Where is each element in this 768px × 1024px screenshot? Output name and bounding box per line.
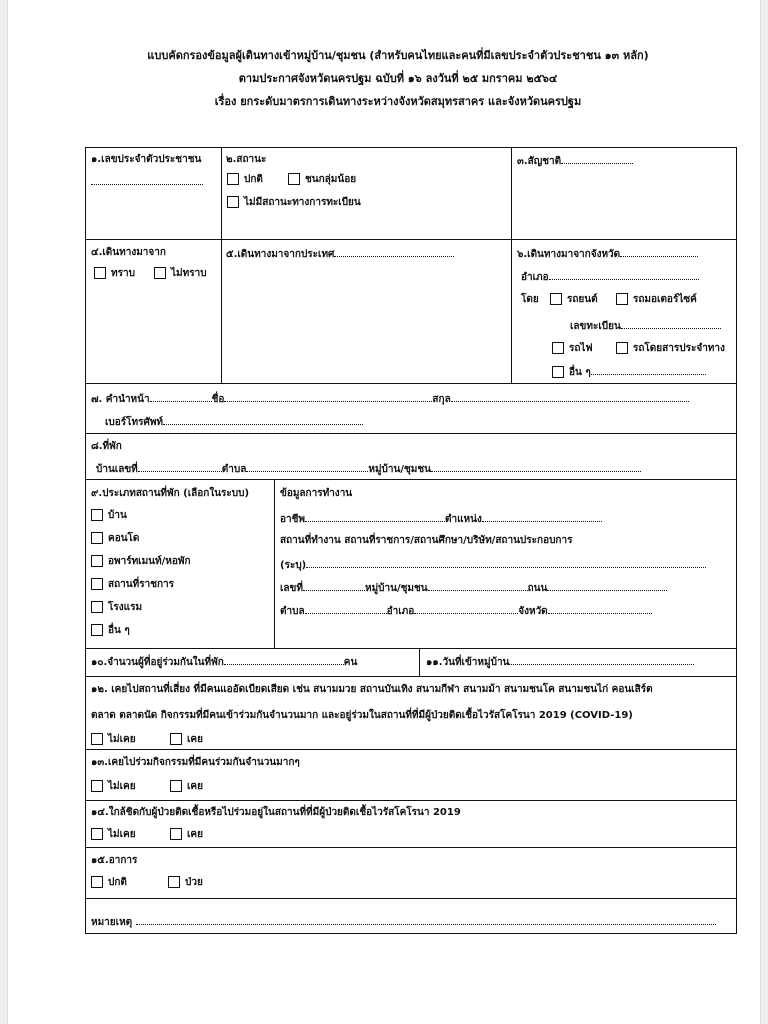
- q13-text: ๑๓.เคยไปร่วมกิจกรรมที่มีคนร่วมกันจำนวนมากๆ: [91, 757, 300, 768]
- checkbox[interactable]: [91, 555, 103, 567]
- col-divider: [511, 148, 512, 383]
- subdistrict-field[interactable]: [246, 461, 368, 472]
- origin-district-label: อำเภอ: [521, 272, 549, 283]
- row-divider: [86, 847, 736, 848]
- occupation-field[interactable]: [305, 511, 445, 522]
- status-label: ๒.สถานะ: [226, 154, 267, 165]
- travel-train-option[interactable]: รถไฟ: [552, 342, 593, 356]
- origin-known-option[interactable]: ทราบ: [94, 267, 135, 281]
- prefix-field[interactable]: [150, 391, 212, 402]
- checkbox[interactable]: [616, 342, 628, 354]
- travel-by-label: โดย: [521, 294, 539, 305]
- checkbox[interactable]: [91, 828, 103, 840]
- header-subject: เรื่อง ยกระดับมาตรการเดินทางระหว่างจังหวัดสมุทรสาคร และจังหวัดนครปฐม: [214, 95, 582, 108]
- work-village-field[interactable]: [428, 580, 528, 591]
- checkbox[interactable]: [91, 509, 103, 521]
- screening-form: [85, 147, 737, 934]
- first-name-field[interactable]: [224, 391, 432, 402]
- workplace-label: สถานที่ทำงาน สถานที่ราชการ/สถานศึกษา/บริษัท/สถานประกอบการ: [280, 535, 573, 546]
- q13-ever-option[interactable]: เคย: [170, 780, 203, 794]
- plate-number-label: เลขทะเบียน: [570, 321, 621, 332]
- checkbox[interactable]: [91, 733, 103, 745]
- household-count-label: ๑๐.จำนวนผู้ที่อยู่ร่วมกันในที่พัก: [91, 657, 224, 668]
- remark-label: หมายเหตุ: [91, 917, 133, 928]
- nationality-field[interactable]: [561, 153, 633, 164]
- workplace-specify-label: (ระบุ): [280, 560, 307, 571]
- work-subdistrict-field[interactable]: [305, 603, 387, 614]
- surname-field[interactable]: [451, 391, 689, 402]
- citizen-id-label: ๑.เลขประจำตัวประชาชน: [91, 154, 202, 165]
- row-divider: [86, 239, 736, 240]
- row-divider: [86, 749, 736, 750]
- origin-province-field[interactable]: [620, 246, 698, 257]
- work-province-field[interactable]: [548, 603, 652, 614]
- status-no-registration-option[interactable]: ไม่มีสถานะทางการทะเบียน: [227, 196, 361, 210]
- entry-date-field[interactable]: [509, 654, 694, 665]
- prefix-label: ๗. คำนำหน้า: [91, 394, 150, 405]
- work-subdistrict-label: ตำบล: [280, 606, 305, 617]
- plate-number-field[interactable]: [621, 318, 721, 329]
- q12-text-line1: ๑๒. เคยไปสถานที่เสี่ยง ที่มีคนแออัดเบียดเสียด เช่น สนามมวย สถานบันเทิง สนามกีฬา สนามม้า สนามชนโค สนามชนไก่ คอนเสิร์ต: [91, 684, 653, 695]
- row-divider: [86, 433, 736, 434]
- first-name-label: ชื่อ: [211, 394, 225, 405]
- occupation-label: อาชีพ: [280, 514, 305, 525]
- col-divider: [221, 148, 222, 383]
- workplace-field[interactable]: [306, 557, 706, 568]
- position-label: ตำแหน่ง: [445, 514, 482, 525]
- surname-label: สกุล: [432, 394, 451, 405]
- household-count-field[interactable]: [224, 654, 344, 665]
- origin-country-field[interactable]: [334, 246, 454, 257]
- lodging-house-option[interactable]: บ้าน: [91, 509, 127, 523]
- work-number-field[interactable]: [303, 580, 365, 591]
- work-village-label: หมู่บ้าน/ชุมชน: [364, 583, 428, 594]
- origin-label: ๔.เดินทางมาจาก: [91, 247, 166, 258]
- origin-unknown-option[interactable]: ไม่ทราบ: [154, 267, 207, 281]
- phone-field[interactable]: [163, 414, 363, 425]
- position-field[interactable]: [482, 511, 602, 522]
- work-district-label: อำเภอ: [386, 606, 415, 617]
- village-field[interactable]: [431, 461, 641, 472]
- remark-field[interactable]: [136, 914, 716, 925]
- header-announcement: ตามประกาศจังหวัดนครปฐม ฉบับที่ ๑๖ ลงวันที่ ๒๕ มกราคม ๒๕๖๔: [238, 72, 558, 85]
- travel-motorcycle-option[interactable]: รถมอเตอร์ไซค์: [616, 293, 697, 307]
- checkbox[interactable]: [288, 173, 300, 185]
- house-number-label: บ้านเลขที่: [96, 464, 138, 475]
- symptoms-normal-option[interactable]: ปกติ: [91, 876, 127, 890]
- travel-other-option[interactable]: อื่น ๆ: [552, 364, 706, 380]
- checkbox[interactable]: [91, 780, 103, 792]
- row-divider: [86, 800, 736, 801]
- row-divider: [86, 479, 736, 480]
- work-province-label: จังหวัด: [518, 606, 548, 617]
- lodging-hotel-option[interactable]: โรงแรม: [91, 601, 142, 615]
- phone-label: เบอร์โทรศัพท์: [105, 417, 164, 428]
- lodging-type-label: ๙.ประเภทสถานที่พัก (เลือกในระบบ): [91, 488, 250, 499]
- row-divider: [86, 648, 736, 649]
- checkbox[interactable]: [170, 828, 182, 840]
- q14-text: ๑๔.ใกล้ชิดกับผู้ป่วยติดเชื้อหรือไปร่วมอยู่ในสถานที่ที่มีผู้ป่วยติดเชื้อไวรัสโคโรนา 2019: [91, 807, 461, 818]
- subdistrict-label: ตำบล: [221, 464, 247, 475]
- residence-label: ๘.ที่พัก: [91, 441, 122, 452]
- checkbox[interactable]: [227, 173, 239, 185]
- checkbox[interactable]: [91, 876, 103, 888]
- checkbox[interactable]: [552, 342, 564, 354]
- symptoms-label: ๑๕.อาการ: [91, 855, 138, 866]
- header-title: แบบคัดกรองข้อมูลผู้เดินทางเข้าหมู่บ้าน/ชุมชน (สำหรับคนไทยและคนที่มีเลขประจำตัวประชาชน ๑๓ หลัก): [147, 49, 649, 62]
- work-road-label: ถนน: [527, 583, 548, 594]
- entry-date-label: ๑๑.วันที่เข้าหมู่บ้าน: [426, 657, 510, 668]
- origin-district-field[interactable]: [549, 269, 699, 280]
- travel-bus-option[interactable]: รถโดยสารประจำทาง: [616, 342, 725, 356]
- q14-never-option[interactable]: ไม่เคย: [91, 828, 136, 842]
- row-divider: [86, 898, 736, 899]
- household-count-unit: คน: [343, 657, 358, 668]
- lodging-condo-option[interactable]: คอนโด: [91, 532, 139, 546]
- status-minority-option[interactable]: ชนกลุ่มน้อย: [288, 173, 356, 187]
- checkbox[interactable]: [552, 366, 564, 378]
- village-label: หมู่บ้าน/ชุมชน: [368, 464, 432, 475]
- work-district-field[interactable]: [414, 603, 518, 614]
- checkbox[interactable]: [550, 293, 562, 305]
- origin-province-label: ๖.เดินทางมาจากจังหวัด: [517, 249, 621, 260]
- checkbox[interactable]: [91, 624, 103, 636]
- nationality-label: ๓.สัญชาติ: [517, 156, 562, 167]
- checkbox[interactable]: [91, 601, 103, 613]
- form-header: [78, 44, 718, 113]
- checkbox[interactable]: [170, 780, 182, 792]
- work-info-label: ข้อมูลการทำงาน: [280, 488, 353, 499]
- q12-ever-option[interactable]: เคย: [170, 733, 203, 747]
- q12-text-line2: ตลาด ตลาดนัด กิจกรรมที่มีคนเข้าร่วมกันจำนวนมาก และอยู่ร่วมในสถานที่ที่มีผู้ป่วยติดเชื้อไวรัสโคโรนา 2019 (COVID-19): [91, 710, 633, 721]
- lodging-government-option[interactable]: สถานที่ราชการ: [91, 578, 174, 592]
- col-divider: [274, 479, 275, 648]
- house-number-field[interactable]: [138, 461, 222, 472]
- checkbox[interactable]: [154, 267, 166, 279]
- checkbox[interactable]: [91, 578, 103, 590]
- travel-other-field[interactable]: [591, 364, 706, 375]
- work-road-field[interactable]: [547, 580, 667, 591]
- checkbox[interactable]: [91, 532, 103, 544]
- row-divider: [86, 383, 736, 384]
- checkbox[interactable]: [170, 733, 182, 745]
- lodging-other-option[interactable]: อื่น ๆ: [91, 624, 130, 638]
- work-number-label: เลขที่: [280, 583, 303, 594]
- q13-never-option[interactable]: ไม่เคย: [91, 780, 136, 794]
- checkbox[interactable]: [168, 876, 180, 888]
- row-divider: [86, 676, 736, 677]
- status-normal-option[interactable]: ปกติ: [227, 173, 263, 187]
- checkbox[interactable]: [94, 267, 106, 279]
- travel-car-option[interactable]: รถยนต์: [550, 293, 598, 307]
- citizen-id-field[interactable]: [91, 174, 203, 185]
- q12-never-option[interactable]: ไม่เคย: [91, 733, 136, 747]
- form-sheet: [8, 0, 760, 1024]
- symptoms-sick-option[interactable]: ป่วย: [168, 876, 203, 890]
- origin-country-label: ๕.เดินทางมาจากประเทศ: [226, 249, 335, 260]
- q14-ever-option[interactable]: เคย: [170, 828, 203, 842]
- lodging-apartment-option[interactable]: อพาร์ทเมนท์/หอพัก: [91, 555, 191, 569]
- checkbox[interactable]: [616, 293, 628, 305]
- checkbox[interactable]: [227, 196, 239, 208]
- col-divider: [419, 648, 420, 676]
